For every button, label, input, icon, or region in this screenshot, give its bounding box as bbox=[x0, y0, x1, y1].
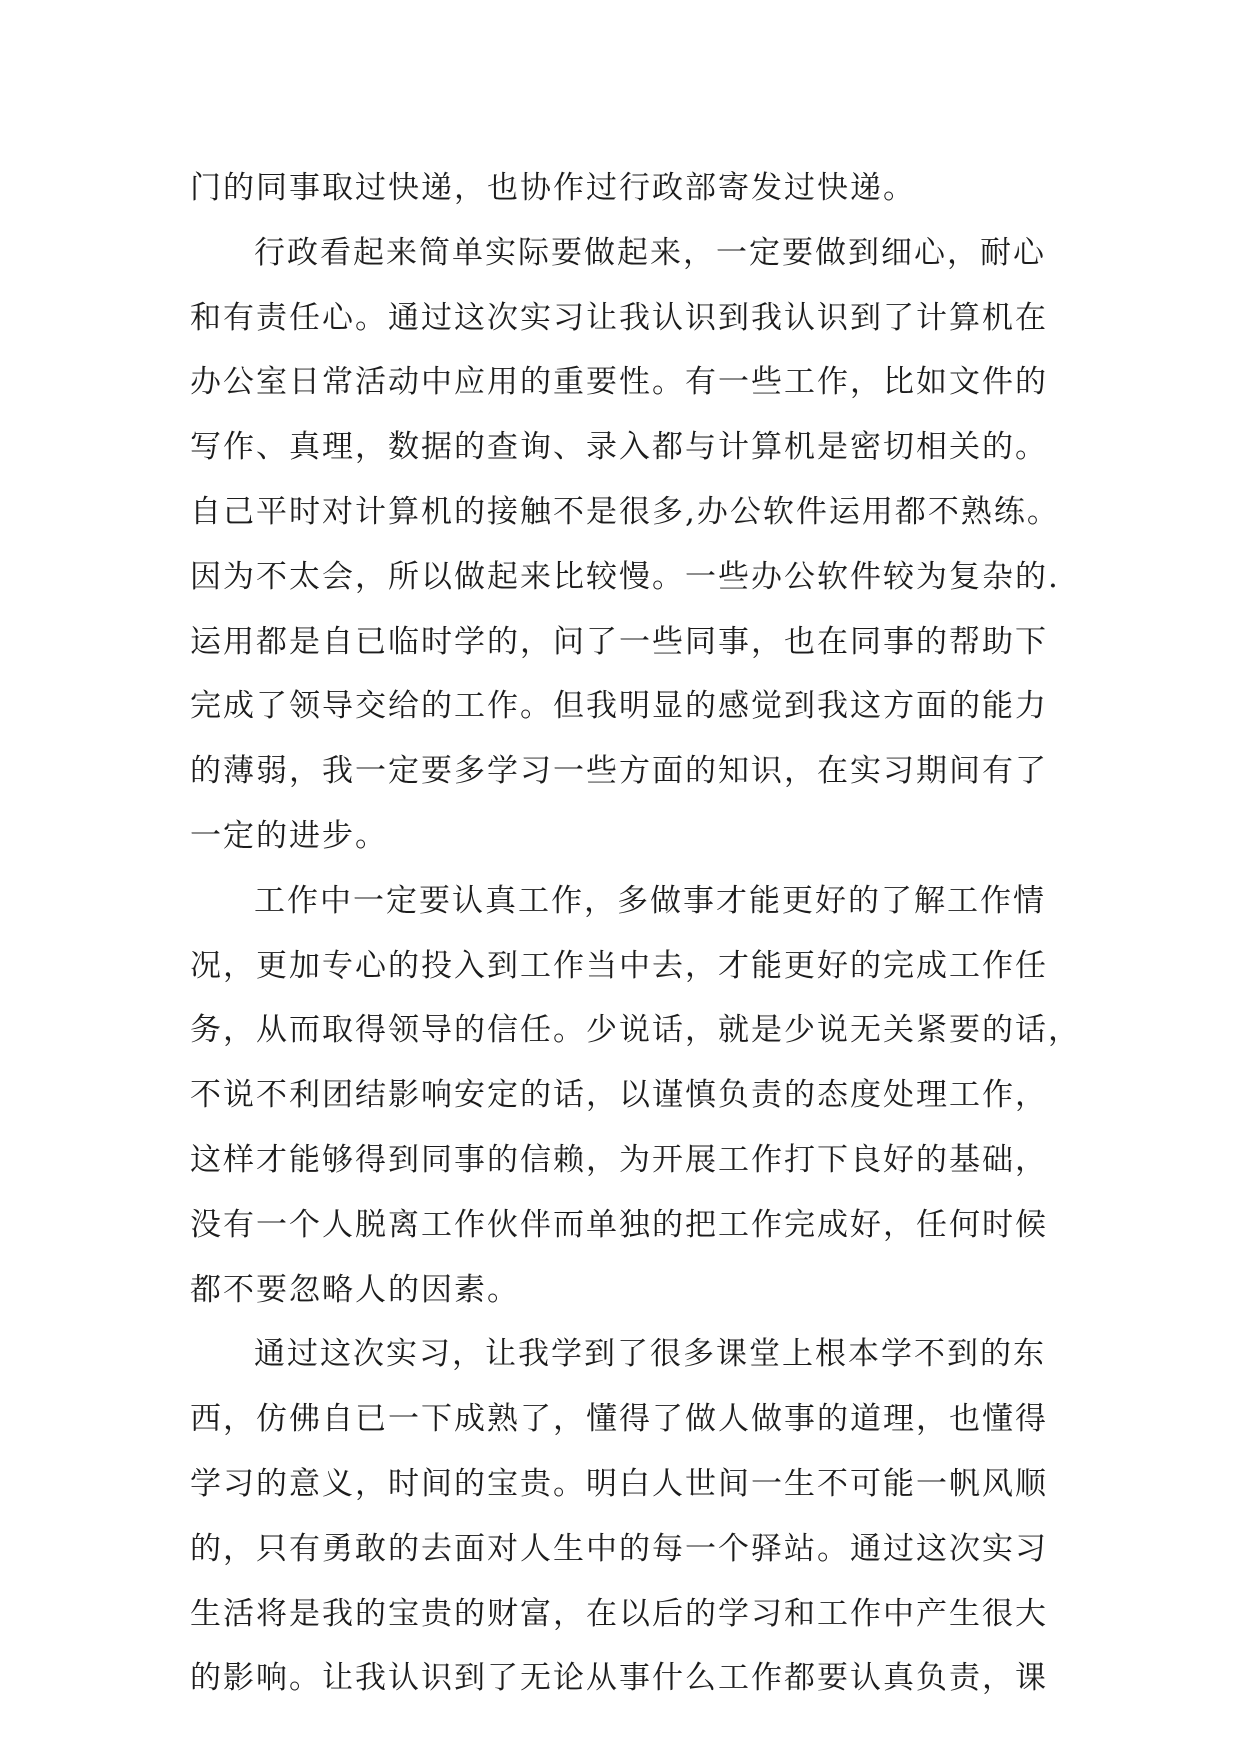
text-line: 的薄弱，我一定要多学习一些方面的知识，在实习期间有了 bbox=[190, 753, 1048, 790]
paragraph-start-line: 工作中一定要认真工作，多做事才能更好的了解工作情 bbox=[254, 882, 1046, 919]
text-line: 务，从而取得领导的信任。少说话，就是少说无关紧要的话， bbox=[190, 1012, 1081, 1049]
paragraph-start-line: 行政看起来简单实际要做起来，一定要做到细心，耐心 bbox=[254, 234, 1046, 271]
text-line: 没有一个人脱离工作伙伴而单独的把工作完成好，任何时候 bbox=[190, 1206, 1048, 1243]
text-line: 学习的意义，时间的宝贵。明白人世间一生不可能一帆风顺 bbox=[190, 1465, 1048, 1502]
text-line: 西，仿佛自已一下成熟了，懂得了做人做事的道理，也懂得 bbox=[190, 1401, 1048, 1438]
paragraph-start-line: 通过这次实习，让我学到了很多课堂上根本学不到的东 bbox=[254, 1336, 1046, 1373]
text-line: 写作、真理，数据的查询、录入都与计算机是密切相关的。 bbox=[190, 429, 1048, 466]
text-line: 的影响。让我认识到了无论从事什么工作都要认真负责，课 bbox=[190, 1660, 1048, 1697]
text-line: 不说不利团结影响安定的话，以谨慎负责的态度处理工作， bbox=[190, 1077, 1048, 1114]
text-line: 都不要忽略人的因素。 bbox=[190, 1271, 520, 1308]
text-line: 因为不太会，所以做起来比较慢。一些办公软件较为复杂的. bbox=[190, 558, 1060, 595]
text-line: 和有责任心。通过这次实习让我认识到我认识到了计算机在 bbox=[190, 299, 1048, 336]
text-line: 一定的进步。 bbox=[190, 817, 388, 854]
text-line: 完成了领导交给的工作。但我明显的感觉到我这方面的能力 bbox=[190, 688, 1048, 725]
text-line: 运用都是自已临时学的，问了一些同事，也在同事的帮助下 bbox=[190, 623, 1048, 660]
text-line: 况，更加专心的投入到工作当中去，才能更好的完成工作任 bbox=[190, 947, 1048, 984]
text-line: 自己平时对计算机的接触不是很多,办公软件运用都不熟练。 bbox=[190, 493, 1060, 530]
text-line: 生活将是我的宝贵的财富，在以后的学习和工作中产生很大 bbox=[190, 1595, 1048, 1632]
body-text bbox=[190, 156, 1081, 1711]
text-line: 门的同事取过快递，也协作过行政部寄发过快递。 bbox=[190, 170, 916, 206]
text-line: 办公室日常活动中应用的重要性。有一些工作，比如文件的 bbox=[190, 364, 1048, 401]
text-line: 这样才能够得到同事的信赖，为开展工作打下良好的基础， bbox=[190, 1141, 1048, 1178]
text-line: 的，只有勇敢的去面对人生中的每一个驿站。通过这次实习 bbox=[190, 1530, 1048, 1567]
